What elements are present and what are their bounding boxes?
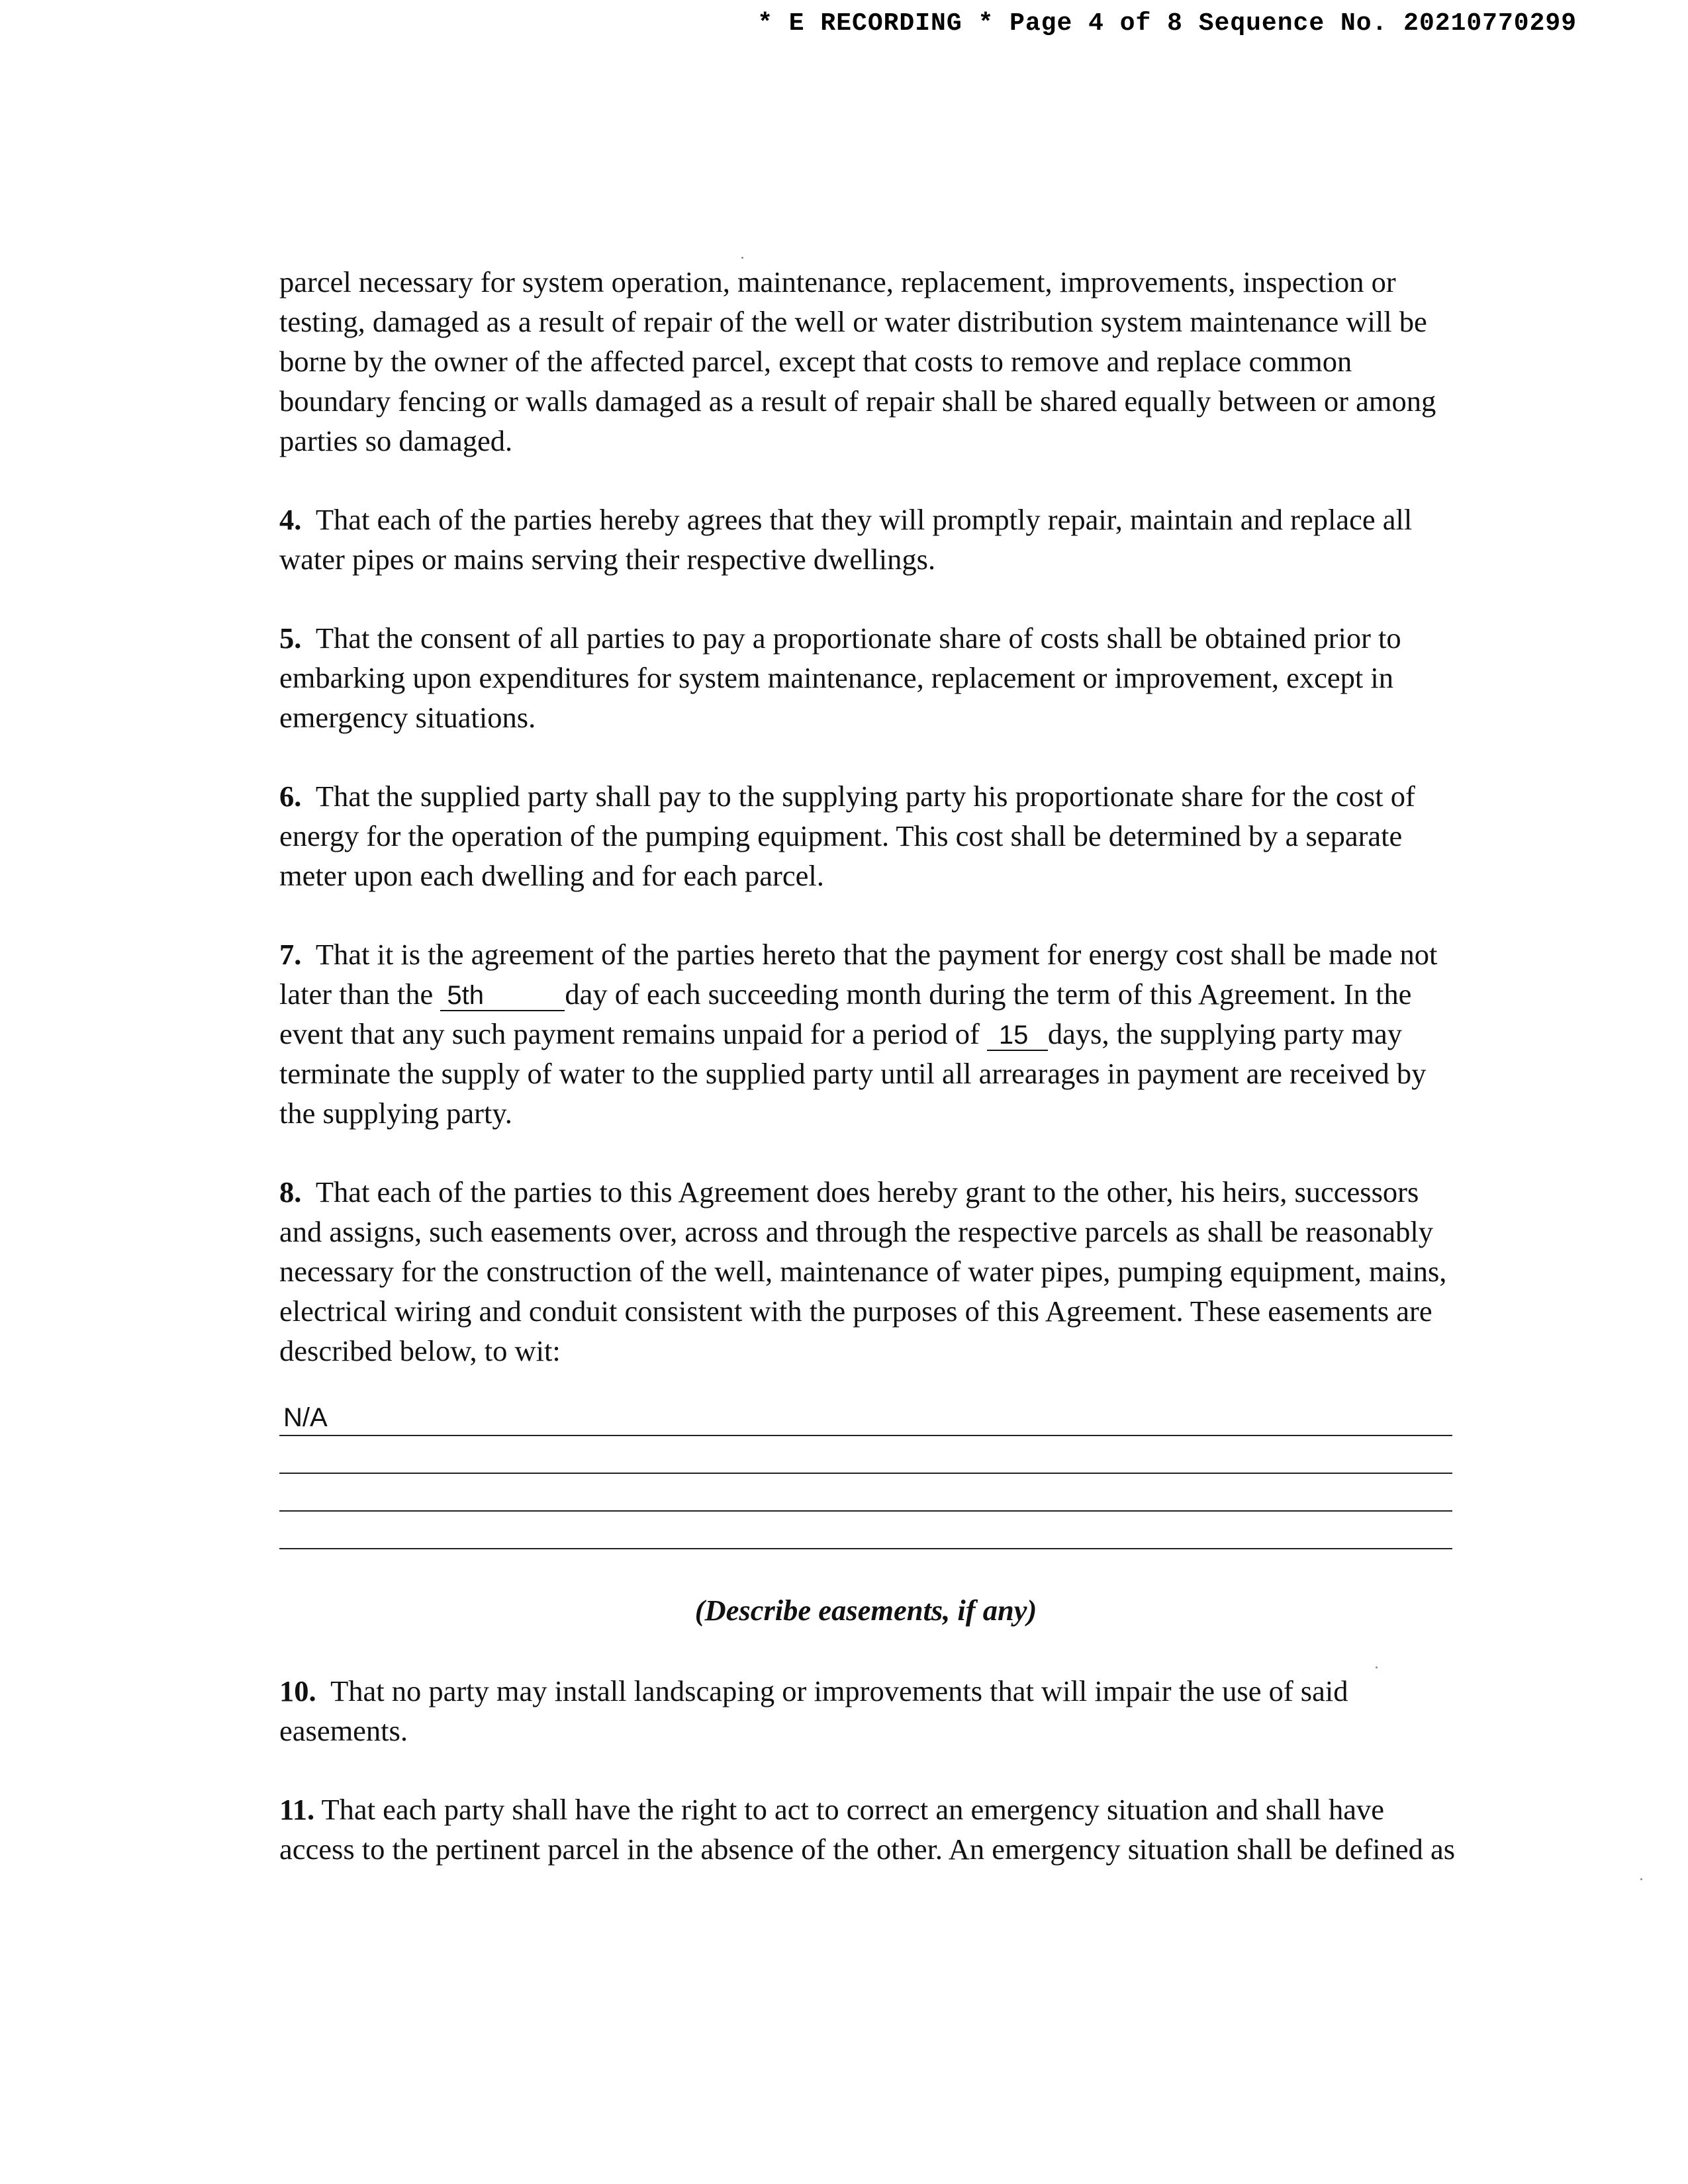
paragraph-number: 4. (279, 503, 302, 536)
document-body (279, 262, 1458, 1908)
easement-line (279, 1474, 1452, 1512)
paragraph-text: That each party shall have the right to act to correct an emergency situation and shall have access to the pertinent parcel in the absence of the other. An emergency situation shall be defined as (279, 1793, 1456, 1866)
paragraph-number: 5. (279, 621, 302, 655)
paragraph-5 (279, 618, 1458, 737)
paragraph-text: That the consent of all parties to pay a proportionate share of costs shall be obtained prior to embarking upon expenditures for system maintenance, replacement or improvement, except in emergency situations. (279, 621, 1401, 734)
paragraph-text: That no party may install landscaping or improvements that will impair the use of said easements. (279, 1674, 1348, 1747)
paragraph-text: That the supplied party shall pay to the supplying party his proportionate share for the cost of energy for the operation of the pumping equipment. This cost shall be determined by a separate meter upon each dwelling and for each parcel. (279, 780, 1415, 892)
unpaid-days-field: 15 (987, 1021, 1048, 1051)
payment-day-field: 5th (440, 981, 565, 1011)
paragraph-text: That each of the parties to this Agreement does hereby grant to the other, his heirs, successors and assigns, such easements over, across and through the respective parcels as shall be reasonably necessary for the construction of the well, maintenance of water pipes, pumping equipment, mains, electrical wiring and conduit consistent with the purposes of this Agreement. These easements are described below, to wit: (279, 1175, 1447, 1367)
easement-line (279, 1512, 1452, 1549)
recording-header: * E RECORDING * Page 4 of 8 Sequence No. 20210770299 (757, 9, 1577, 38)
easement-description-lines (279, 1398, 1452, 1549)
paragraph-8 (279, 1172, 1458, 1371)
paragraph-number: 11. (279, 1793, 315, 1826)
paragraph-text: That each of the parties hereby agrees that they will promptly repair, maintain and replace all water pipes or mains serving their respective dwellings. (279, 503, 1413, 576)
paragraph-continuation: parcel necessary for system operation, maintenance, replacement, improvements, inspection or testing, damaged as a result of repair of the well or water distribution system maintenance will be borne by the owner of the affected parcel, except that costs to remove and replace common boundary fencing or walls damaged as a result of repair shall be shared equally between or among parties so damaged. (279, 265, 1436, 457)
scan-speck (1640, 1878, 1642, 1880)
paragraph-11 (279, 1790, 1458, 1869)
easement-line (279, 1436, 1452, 1474)
paragraph-7 (279, 934, 1458, 1133)
easement-value: N/A (283, 1403, 328, 1432)
scan-speck (1376, 1666, 1378, 1668)
paragraph-number: 8. (279, 1175, 302, 1208)
paragraph-number: 7. (279, 938, 302, 971)
easement-line (279, 1398, 1452, 1436)
paragraph-text: day of each succeeding month during the term of this Agreement. In the event that any such payment remains unpaid for a period of (279, 978, 1412, 1050)
easement-caption: (Describe easements, if any) (694, 1594, 1037, 1627)
paragraph-6 (279, 776, 1458, 895)
scan-speck (741, 257, 743, 259)
paragraph-10 (279, 1671, 1458, 1751)
paragraph-number: 10. (279, 1674, 316, 1707)
paragraph-text: That it is the agreement of the parties hereto that the payment for energy cost shall be made not later than the (279, 938, 1438, 1011)
paragraph-4 (279, 500, 1458, 579)
paragraph-number: 6. (279, 780, 302, 813)
paragraph-text: days, the supplying party may terminate the supply of water to the supplied party until all arrearages in payment are received by the supplying party. (279, 1017, 1427, 1130)
